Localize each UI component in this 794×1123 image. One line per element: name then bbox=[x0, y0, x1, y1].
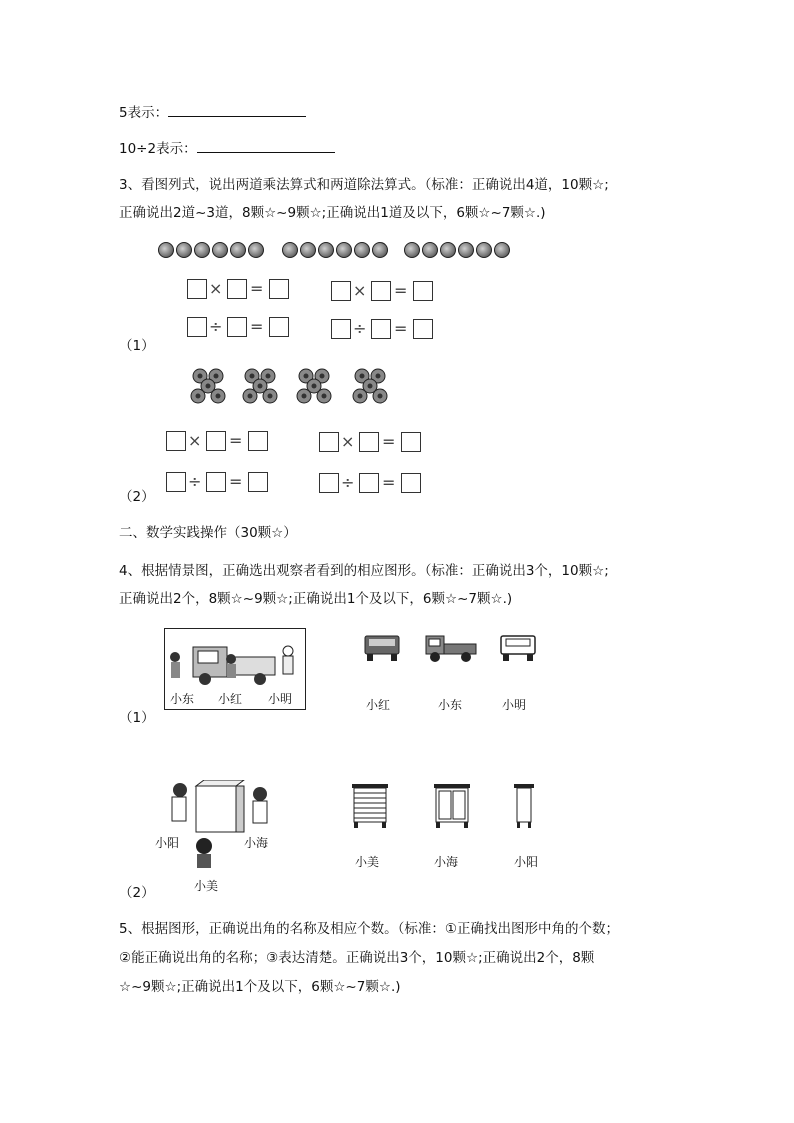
answer-box[interactable] bbox=[227, 279, 247, 299]
part-label-2: （2） bbox=[119, 489, 155, 505]
q5-line1: 5、根据图形，正确说出角的名称及相应个数。（标准：①正确找出图形中角的个数； bbox=[119, 921, 619, 937]
q3-line2: 正确说出2道~3道，8颗☆~9颗☆;正确说出1道及以下，6颗☆~7颗☆.) bbox=[119, 205, 546, 221]
option-label-xiaohong: 小红 bbox=[366, 698, 391, 712]
ball-icon bbox=[354, 242, 370, 258]
times-sign: × bbox=[188, 431, 202, 450]
equals-sign: = bbox=[382, 473, 396, 492]
equals-sign: = bbox=[394, 319, 408, 338]
scene1-name-xiaoming: 小明 bbox=[268, 692, 293, 706]
answer-box[interactable] bbox=[206, 431, 226, 451]
q4-part-label-1: （1） bbox=[119, 710, 155, 726]
equals-sign: = bbox=[250, 317, 264, 336]
ball-icon bbox=[440, 242, 456, 258]
divide-sign: ÷ bbox=[209, 317, 223, 336]
option-label-xiaomei: 小美 bbox=[355, 855, 380, 869]
ball-icon bbox=[476, 242, 492, 258]
truck-front-view-option[interactable] bbox=[362, 632, 402, 668]
scene2-name-xiaomei: 小美 bbox=[194, 879, 219, 893]
cabinet-side-view-option[interactable] bbox=[512, 782, 536, 834]
q5-line3: ☆~9颗☆;正确说出1个及以下，6颗☆~7颗☆.) bbox=[119, 979, 401, 995]
flower-cluster-icon bbox=[242, 368, 282, 408]
q4-line2: 正确说出2个，8颗☆~9颗☆;正确说出1个及以下，6颗☆~7颗☆.) bbox=[119, 591, 513, 607]
answer-box[interactable] bbox=[227, 317, 247, 337]
line-10div2-meaning bbox=[119, 138, 335, 158]
ball-icon bbox=[422, 242, 438, 258]
answer-box[interactable] bbox=[371, 319, 391, 339]
ball-icon bbox=[212, 242, 228, 258]
equals-sign: = bbox=[250, 279, 264, 298]
cabinet-doors-icon bbox=[432, 782, 472, 830]
divide-sign: ÷ bbox=[353, 319, 367, 338]
section-2-heading: 二、数学实践操作（30颗☆） bbox=[119, 525, 297, 541]
answer-box[interactable] bbox=[319, 473, 339, 493]
divide-sign: ÷ bbox=[341, 473, 355, 492]
cabinet-side-icon bbox=[512, 782, 536, 830]
ball-icon bbox=[176, 242, 192, 258]
truck-back-view-option[interactable] bbox=[498, 632, 538, 668]
q5-line2: ②能正确说出角的名称；③表达清楚。正确说出3个，10颗☆;正确说出2个，8颗 bbox=[119, 950, 595, 966]
answer-box[interactable] bbox=[359, 473, 379, 493]
ball-icon bbox=[194, 242, 210, 258]
truck-side-icon bbox=[424, 630, 480, 664]
prompt-5: 5表示： bbox=[119, 105, 169, 121]
flower-cluster-icon bbox=[190, 368, 230, 408]
times-sign: × bbox=[209, 279, 223, 298]
answer-box[interactable] bbox=[166, 472, 186, 492]
answer-box[interactable] bbox=[248, 472, 268, 492]
scene1-name-xiaohong: 小红 bbox=[218, 692, 243, 706]
q4-line1: 4、根据情景图，正确选出观察者看到的相应图形。（标准：正确说出3个，10颗☆; bbox=[119, 563, 609, 579]
cabinet-slats-icon bbox=[350, 782, 390, 830]
answer-box[interactable] bbox=[269, 317, 289, 337]
ball-icon bbox=[372, 242, 388, 258]
answer-box[interactable] bbox=[413, 281, 433, 301]
ball-icon bbox=[230, 242, 246, 258]
equals-sign: = bbox=[229, 472, 243, 491]
ball-icon bbox=[300, 242, 316, 258]
ball-icon bbox=[318, 242, 334, 258]
option-label-xiaoyang: 小阳 bbox=[514, 855, 539, 869]
option-label-xiaoming: 小明 bbox=[502, 698, 527, 712]
ball-icon bbox=[336, 242, 352, 258]
answer-blank[interactable] bbox=[197, 138, 335, 153]
equals-sign: = bbox=[394, 281, 408, 300]
answer-box[interactable] bbox=[413, 319, 433, 339]
times-sign: × bbox=[341, 432, 355, 451]
answer-box[interactable] bbox=[187, 317, 207, 337]
answer-box[interactable] bbox=[319, 432, 339, 452]
answer-box[interactable] bbox=[359, 432, 379, 452]
ball-icon bbox=[248, 242, 264, 258]
ball-icon bbox=[282, 242, 298, 258]
times-sign: × bbox=[353, 281, 367, 300]
ball-icon bbox=[158, 242, 174, 258]
answer-box[interactable] bbox=[401, 473, 421, 493]
answer-blank[interactable] bbox=[168, 102, 306, 117]
ball-icon bbox=[404, 242, 420, 258]
equals-sign: = bbox=[382, 432, 396, 451]
answer-box[interactable] bbox=[371, 281, 391, 301]
answer-box[interactable] bbox=[166, 431, 186, 451]
answer-box[interactable] bbox=[187, 279, 207, 299]
scene1-name-xiaodong: 小东 bbox=[170, 692, 195, 706]
option-label-xiaohai: 小海 bbox=[434, 855, 459, 869]
answer-box[interactable] bbox=[248, 431, 268, 451]
q4-part-label-2: （2） bbox=[119, 885, 155, 901]
line-5-meaning bbox=[119, 102, 306, 122]
answer-box[interactable] bbox=[269, 279, 289, 299]
truck-side-view-option[interactable] bbox=[424, 630, 480, 668]
answer-box[interactable] bbox=[206, 472, 226, 492]
truck-back-icon bbox=[498, 632, 538, 664]
cabinet-doors-view-option[interactable] bbox=[432, 782, 472, 834]
flower-cluster-icon bbox=[352, 368, 392, 408]
ball-icon bbox=[458, 242, 474, 258]
ball-icon bbox=[494, 242, 510, 258]
answer-box[interactable] bbox=[331, 319, 351, 339]
scene2-name-xiaohai: 小海 bbox=[244, 836, 269, 850]
part-label-1: （1） bbox=[119, 338, 155, 354]
answer-box[interactable] bbox=[401, 432, 421, 452]
q3-line1: 3、看图列式，说出两道乘法算式和两道除法算式。（标准：正确说出4道，10颗☆; bbox=[119, 177, 609, 193]
equals-sign: = bbox=[229, 431, 243, 450]
cabinet-slats-view-option[interactable] bbox=[350, 782, 390, 834]
scene2-name-xiaoyang: 小阳 bbox=[155, 836, 180, 850]
answer-box[interactable] bbox=[331, 281, 351, 301]
flower-cluster-icon bbox=[296, 368, 336, 408]
option-label-xiaodong: 小东 bbox=[438, 698, 463, 712]
prompt-10div2: 10÷2表示： bbox=[119, 141, 197, 157]
divide-sign: ÷ bbox=[188, 472, 202, 491]
truck-front-icon bbox=[362, 632, 402, 664]
